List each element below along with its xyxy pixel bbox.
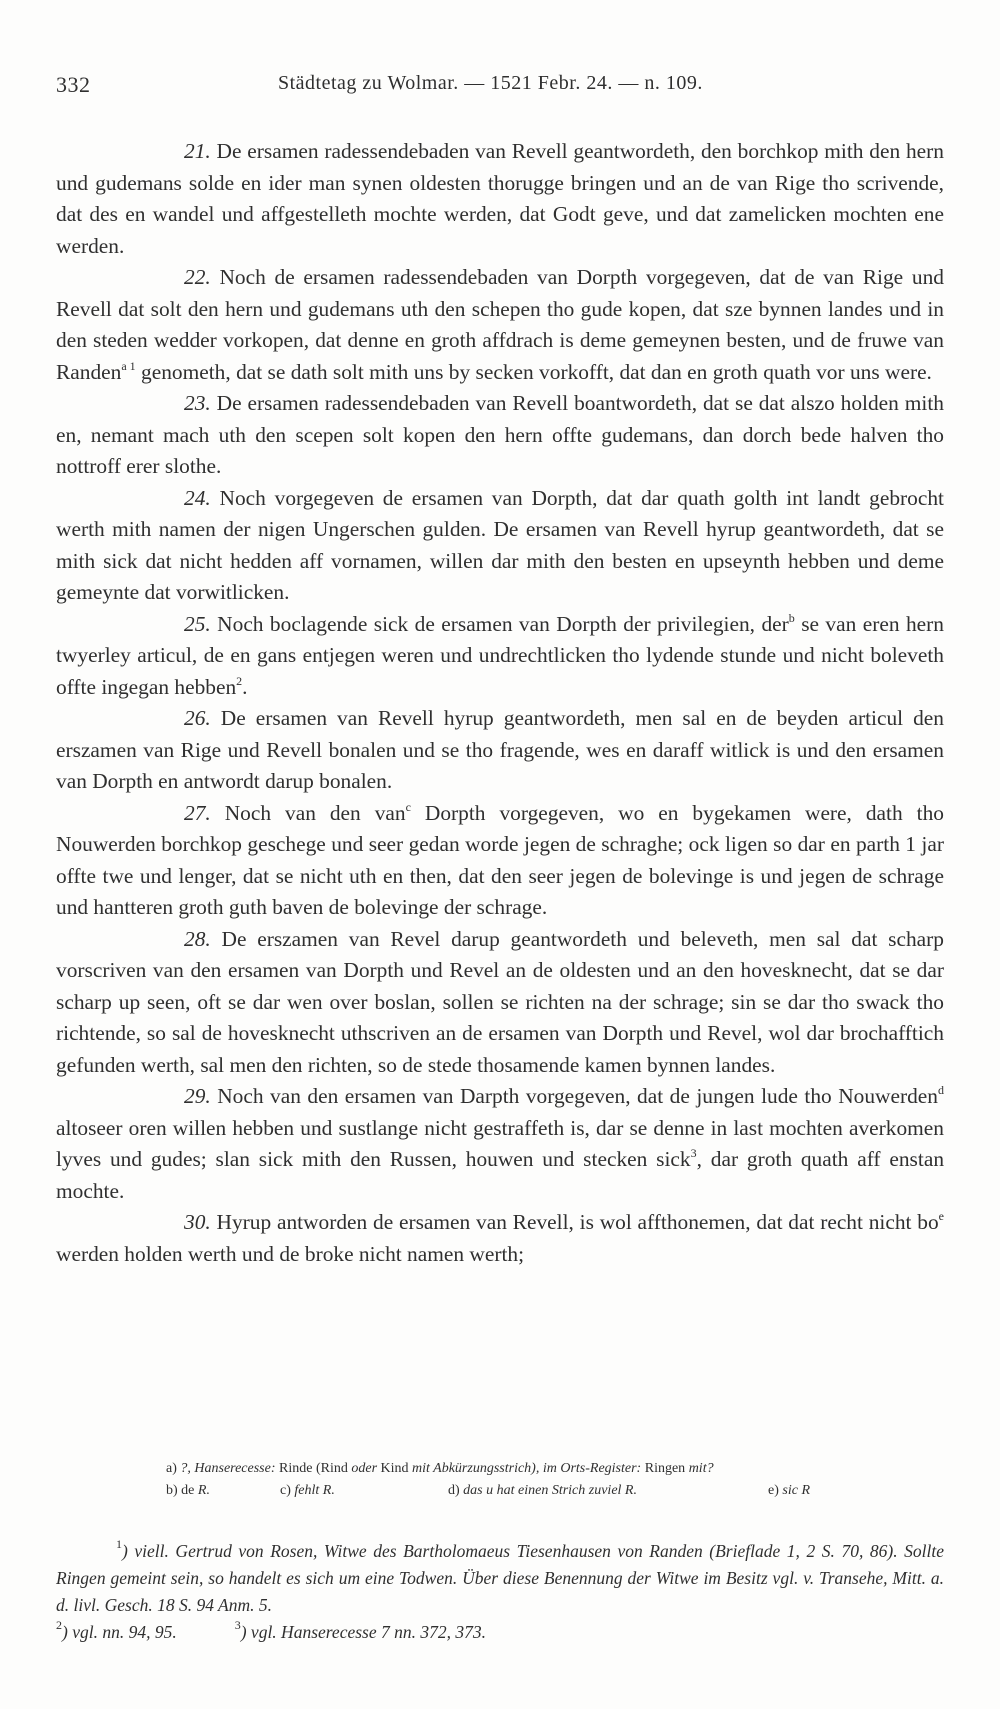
- paragraph-27: [56, 798, 944, 924]
- apparatus-text: de: [181, 1483, 195, 1498]
- apparatus-text: Rinde: [279, 1461, 313, 1476]
- footnote-number: 1: [116, 1537, 122, 1551]
- paragraph-21: [56, 136, 944, 262]
- page-number: 332: [56, 72, 91, 97]
- paragraph-text: Noch vorgegeven de ersamen van Dorpth, dat dar quath golth int landt gebrocht werth mith namen der nigen Ungerschen gulden. De ersamen van Revell hyrup geantwordeth, dat se mith sick dat nicht hedden aff vornamen, willen dar mith den besten en upseynth hebben und deme gemeynte dat vorwitlicken.: [56, 485, 944, 604]
- page-header: [56, 72, 944, 102]
- paragraph-text: , dar groth quath aff enstan mochte.: [56, 1147, 945, 1203]
- apparatus-entry-e: [768, 1480, 810, 1502]
- apparatus-label: e): [768, 1483, 779, 1498]
- footnote-marker: c: [405, 799, 411, 814]
- footnote-text: ) vgl. nn. 94, 95.: [62, 1622, 177, 1642]
- paragraph-text: De ersamen radessendebaden van Revell geantwordeth, den borchkop mith den hern und gudemans solde en ider man synen oldesten thorugge bringen und an de van Rige tho scrivende, dat des en wandel und affgestelleth mochte werden, dat Godt geve, und dat zamelicken mochten ene werden.: [56, 139, 944, 258]
- paragraph-text: Dorpth vorgegeven, wo en bygekamen were, dath tho Nouwerden borchkop geschege und seer gedan worde jegen de schraghe; ock ligen so dar en parth 1 jar offte twe und lenger, dat se nicht uth en then, dat den seer jegen de bolevinge is und jegen de schrage und hantteren groth guth baven de bolevinge der schrage.: [56, 800, 944, 919]
- apparatus-entry-d: [448, 1480, 637, 1502]
- critical-apparatus: [166, 1458, 946, 1502]
- main-text: [56, 136, 944, 1270]
- paragraph-number: 25.: [184, 611, 211, 636]
- paragraph-26: [56, 703, 944, 798]
- footnote-marker: 2: [236, 673, 243, 688]
- paragraph-28: [56, 924, 944, 1082]
- footnote-number: 3: [234, 1618, 241, 1632]
- footnote-text: ) viell. Gertrud von Rosen, Witwe des Bartholomaeus Tiesenhausen von Randen (Brieflade 1, 2 S. 70, 86). Sollte Ringen gemeint sein, so handelt es sich um eine Todwen. Über diese Benennung der Witwe im Besitz vgl. v. Transehe, Mitt. a. d. livl. Gesch. 18 S. 94 Anm. 5.: [56, 1541, 944, 1615]
- paragraph-25: [56, 609, 944, 704]
- paragraph-number: 23.: [184, 391, 211, 415]
- footnote-marker: b: [788, 610, 795, 625]
- paragraph-text: De erszamen van Revel darup geantwordeth und beleveth, men sal dat scharp vorscriven van den ersamen van Dorpth und Revel an de oldesten und an den hovesknecht, dat se dar scharp up seen, oft se dar wen over boslan, sollen se richten na der schrage; sin se dar tho swack tho richtende, so sal de hovesknecht uthscriven an de ersamen van Dorpth und Revel, wol dar brochafftich gefunden werth, sal men den richten, so de stede thosamende kamen bynnen landes.: [56, 926, 944, 1077]
- paragraph-number: 29.: [184, 1084, 211, 1108]
- apparatus-text: oder: [351, 1461, 378, 1476]
- paragraph-23: [56, 388, 944, 483]
- paragraph-number: 22.: [184, 265, 211, 289]
- paragraph-text: Noch de ersamen radessendebaden van Dorpth vorgegeven, dat de van Rige und Revell dat solt den hern und gudemans uth den schepen tho gude kopen, dat sze bynnen landes und in den steden wedder vorkopen, dat denne en groth affdrach is deme gemeynen besten, und de fruwe van Randen: [56, 265, 944, 384]
- paragraph-29: [56, 1081, 944, 1207]
- apparatus-text: sic R: [782, 1483, 810, 1498]
- paragraph-text: Hyrup antworden de ersamen van Revell, is wol affthonemen, dat dat recht nicht bo: [210, 1210, 939, 1234]
- apparatus-text: Kind: [380, 1461, 409, 1476]
- footnotes: [56, 1538, 944, 1646]
- apparatus-entry-b: [166, 1480, 210, 1502]
- apparatus-line-1: [166, 1458, 946, 1480]
- apparatus-text: ?, Hanserecesse:: [180, 1461, 276, 1476]
- apparatus-label: a): [166, 1461, 177, 1476]
- paragraph-number: 21.: [184, 139, 211, 163]
- footnote-marker: 3: [690, 1146, 697, 1160]
- apparatus-text: Ringen: [644, 1461, 686, 1476]
- apparatus-text: das u hat einen Strich zuviel R.: [463, 1483, 637, 1498]
- footnote-1: [56, 1538, 944, 1619]
- footnote-number: 2: [56, 1618, 62, 1632]
- apparatus-label: b): [166, 1483, 178, 1498]
- footnote-marker: d: [938, 1083, 944, 1097]
- paragraph-text: genometh, dat se dath solt mith uns by secken vorkofft, dat dan en groth quath vor uns were.: [135, 359, 932, 384]
- paragraph-text: De ersamen van Revell hyrup geantwordeth, men sal en de beyden articul den erszamen van Rige und Revell bonalen und se tho fragende, wes en daraff witlick is und den ersamen van Dorpth en antwordt darup bonalen.: [56, 706, 944, 793]
- paragraph-text: altoseer oren willen hebben und sustlange nicht gestraffeth is, dar se denne in last mochten averkomen lyves und gudes; slan sick mith den Russen, houwen und stecken sick: [56, 1115, 944, 1171]
- running-title: Städtetag zu Wolmar. — 1521 Febr. 24. — n. 109.: [278, 72, 703, 94]
- footnote-2-3: [56, 1619, 944, 1646]
- paragraph-text: se van eren hern twyerley articul, de en gans entjegen weren und undrechtlicken tho lydende stunde und nicht boleveth offte ingegan hebben: [56, 611, 944, 699]
- paragraph-text: werden holden werth und de broke nicht namen werth;: [56, 1241, 525, 1266]
- paragraph-number: 24.: [184, 485, 211, 510]
- apparatus-text: R.: [197, 1483, 210, 1498]
- paragraph-number: 30.: [184, 1210, 211, 1234]
- paragraph-22: [56, 262, 944, 388]
- paragraph-text: .: [242, 674, 248, 699]
- footnote-marker: a 1: [121, 358, 136, 373]
- apparatus-text: mit Abkürzungsstrich),: [412, 1461, 540, 1476]
- apparatus-text: mit?: [688, 1461, 714, 1476]
- paragraph-number: 28.: [184, 926, 211, 951]
- apparatus-text: fehlt R.: [294, 1483, 335, 1498]
- paragraph-text: De ersamen radessendebaden van Revell boantwordeth, dat se dat alszo holden mith en, nemant mach uth den scepen solt kopen den hern offte gudemans, dan dorch bede halven tho nottroff erer slothe.: [56, 391, 944, 478]
- apparatus-label: d): [448, 1483, 460, 1498]
- apparatus-line-2: [166, 1480, 946, 1502]
- apparatus-text: (Rind: [315, 1461, 348, 1476]
- apparatus-entry-c: [280, 1480, 335, 1502]
- paragraph-text: Noch van den van: [210, 800, 406, 825]
- apparatus-label: c): [280, 1483, 291, 1498]
- paragraph-number: 26.: [184, 706, 211, 730]
- paragraph-24: [56, 483, 944, 609]
- footnote-text: ) vgl. Hanserecesse 7 nn. 372, 373.: [240, 1622, 486, 1642]
- paragraph-number: 27.: [184, 800, 211, 825]
- footnote-marker: e: [938, 1209, 944, 1223]
- paragraph-text: Noch van den ersamen van Darpth vorgegeven, dat de jungen lude tho Nouwerden: [210, 1084, 938, 1108]
- apparatus-text: im Orts-Register:: [542, 1461, 642, 1476]
- paragraph-30: [56, 1207, 944, 1270]
- paragraph-text: Noch boclagende sick de ersamen van Dorpth der privilegien, der: [210, 611, 789, 636]
